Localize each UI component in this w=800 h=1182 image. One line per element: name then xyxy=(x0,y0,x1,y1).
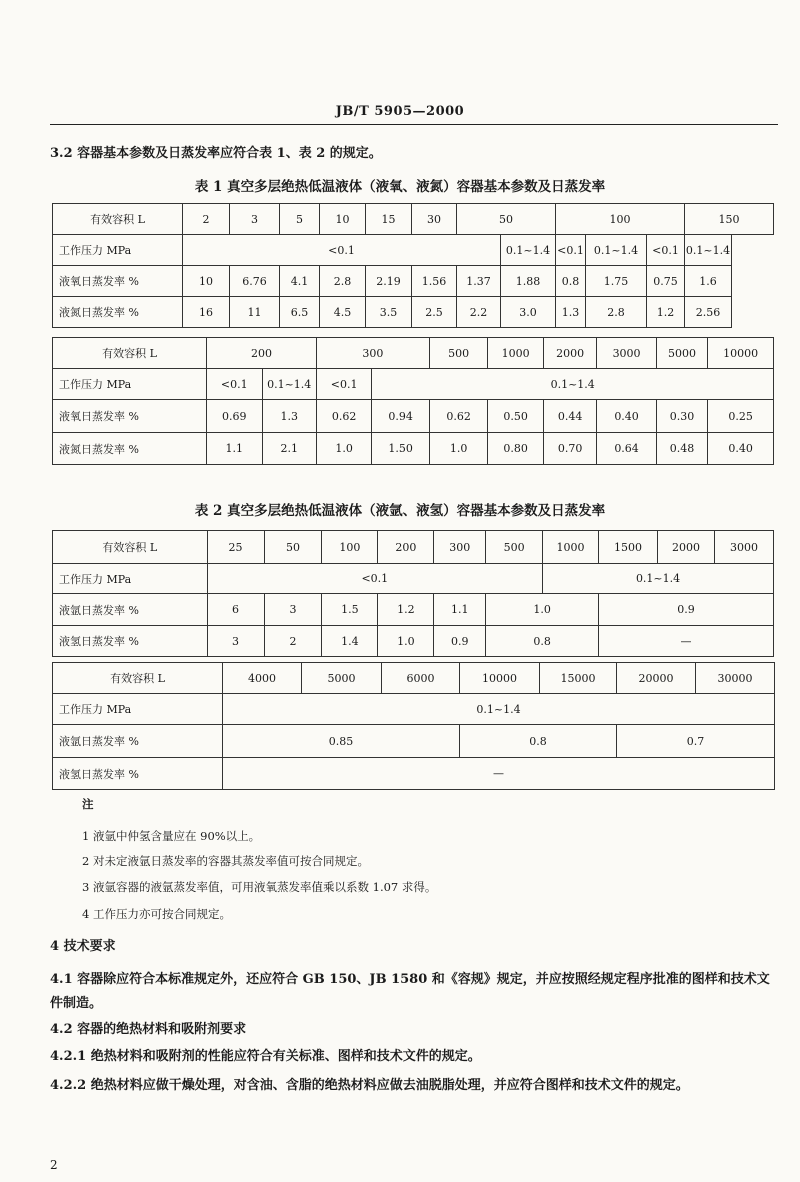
table-cell: — xyxy=(599,626,774,657)
table-cell: 200 xyxy=(378,531,434,564)
table-row xyxy=(53,433,774,465)
table-row xyxy=(53,204,774,235)
table-cell: 30 xyxy=(412,204,457,235)
header-rule xyxy=(50,124,778,125)
page-number: 2 xyxy=(50,1158,58,1172)
table-cell: 1000 xyxy=(488,338,543,369)
table-cell: <0.1 xyxy=(647,235,685,266)
table-cell: 0.75 xyxy=(647,266,685,297)
table-cell: 0.64 xyxy=(597,433,657,465)
capacity-label: 有效容积 L xyxy=(53,204,183,235)
table-cell: 1.88 xyxy=(501,266,556,297)
table-cell: 1.50 xyxy=(372,433,430,465)
table-cell: 2.8 xyxy=(320,266,366,297)
table-cell: 5000 xyxy=(302,663,382,694)
table-row xyxy=(53,400,774,433)
table-row xyxy=(53,594,774,626)
table-cell: <0.1 xyxy=(183,235,501,266)
table-row xyxy=(53,626,774,657)
lar-label: 液氩日蒸发率 % xyxy=(53,594,208,626)
table-cell: 0.1~1.4 xyxy=(586,235,647,266)
table-cell: 5 xyxy=(280,204,320,235)
table-cell: 0.62 xyxy=(429,400,488,433)
table-cell: 1.2 xyxy=(647,297,685,328)
lh2-label: 液氢日蒸发率 % xyxy=(53,626,208,657)
table-cell: 6.5 xyxy=(280,297,320,328)
table-row xyxy=(53,297,774,328)
table-cell: 1.56 xyxy=(412,266,457,297)
table-row xyxy=(53,758,775,790)
table1-part1 xyxy=(52,203,774,328)
capacity-label: 有效容积 L xyxy=(53,338,207,369)
note-item: 3 液氩容器的液氩蒸发率值，可用液氧蒸发率值乘以系数 1.07 求得。 xyxy=(82,880,437,894)
table-cell: 6000 xyxy=(382,663,460,694)
table-cell: 0.8 xyxy=(556,266,586,297)
table-cell: 10 xyxy=(183,266,230,297)
ln2-label: 液氮日蒸发率 % xyxy=(53,297,183,328)
table-cell: 0.1~1.4 xyxy=(501,235,556,266)
table-cell: 1.3 xyxy=(262,400,316,433)
table-cell: 1.0 xyxy=(486,594,599,626)
table-cell: 3 xyxy=(230,204,280,235)
table-cell: 0.85 xyxy=(223,725,460,758)
table-row xyxy=(53,235,774,266)
table-cell: 0.62 xyxy=(316,400,371,433)
table-cell: 2.19 xyxy=(366,266,412,297)
table-cell: 0.25 xyxy=(708,400,774,433)
pressure-label: 工作压力 MPa xyxy=(53,235,183,266)
table-cell: 4.5 xyxy=(320,297,366,328)
table-row xyxy=(53,564,774,594)
table-cell: 100 xyxy=(556,204,685,235)
table-cell: 150 xyxy=(685,204,774,235)
table-cell: 6.76 xyxy=(230,266,280,297)
table-row xyxy=(53,694,775,725)
table-cell: 1.2 xyxy=(378,594,434,626)
table-cell: 0.8 xyxy=(486,626,599,657)
section-4-1: 4.1 容器除应符合本标准规定外，还应符合 GB 150、JB 1580 和《容规》规定，并应按照经规定程序批准的图样和技术文件制造。 xyxy=(50,972,770,1011)
table-cell: <0.1 xyxy=(207,369,262,400)
table2-caption: 表 2 真空多层绝热低温液体（液氩、液氢）容器基本参数及日蒸发率 xyxy=(194,503,606,519)
table-cell: 1.6 xyxy=(685,266,732,297)
table-cell: 0.80 xyxy=(488,433,543,465)
pressure-label: 工作压力 MPa xyxy=(53,369,207,400)
table-cell: 1.4 xyxy=(322,626,378,657)
table-cell: 0.9 xyxy=(599,594,774,626)
table-cell: 0.30 xyxy=(656,400,707,433)
table-cell: 100 xyxy=(322,531,378,564)
note-item: 1 液氩中仲氢含量应在 90%以上。 xyxy=(82,829,261,843)
table-cell: <0.1 xyxy=(556,235,586,266)
table-cell: 2.1 xyxy=(262,433,316,465)
table-cell: 1000 xyxy=(543,531,599,564)
table2-part2 xyxy=(52,662,775,790)
table-row xyxy=(53,369,774,400)
table-cell: <0.1 xyxy=(316,369,371,400)
table-cell: 0.8 xyxy=(460,725,617,758)
table-cell: 1.0 xyxy=(378,626,434,657)
table-row xyxy=(53,725,775,758)
table-cell: 20000 xyxy=(617,663,696,694)
table-cell: 0.1~1.4 xyxy=(372,369,774,400)
capacity-label: 有效容积 L xyxy=(53,663,223,694)
table-cell: 1.0 xyxy=(316,433,371,465)
table-cell: 4000 xyxy=(223,663,302,694)
table-cell: 1.75 xyxy=(586,266,647,297)
section-4-2: 4.2 容器的绝热材料和吸附剂要求 xyxy=(50,1022,247,1037)
section-3-2: 3.2 容器基本参数及日蒸发率应符合表 1、表 2 的规定。 xyxy=(50,146,382,161)
table-cell: 10000 xyxy=(708,338,774,369)
table-cell: 0.1~1.4 xyxy=(543,564,774,594)
table-cell: 300 xyxy=(316,338,429,369)
table-cell: 3000 xyxy=(714,531,773,564)
table-cell: 2.2 xyxy=(457,297,501,328)
table-cell: 5000 xyxy=(656,338,707,369)
table-cell: 500 xyxy=(486,531,543,564)
table-cell: 1.5 xyxy=(322,594,378,626)
table-cell: 0.69 xyxy=(207,400,262,433)
table1-caption: 表 1 真空多层绝热低温液体（液氧、液氮）容器基本参数及日蒸发率 xyxy=(194,179,606,195)
table-row xyxy=(53,338,774,369)
table-cell: 15000 xyxy=(540,663,617,694)
table-cell: 3 xyxy=(207,626,264,657)
document-header: JB/T 5905—2000 xyxy=(335,104,465,119)
table-cell: 1.1 xyxy=(207,433,262,465)
table-cell: 2.5 xyxy=(412,297,457,328)
table-cell: 0.48 xyxy=(656,433,707,465)
capacity-label: 有效容积 L xyxy=(53,531,208,564)
lox-label: 液氧日蒸发率 % xyxy=(53,266,183,297)
table-cell: 3 xyxy=(264,594,322,626)
lh2-label: 液氢日蒸发率 % xyxy=(53,758,223,790)
table-cell: 0.40 xyxy=(708,433,774,465)
lar-label: 液氩日蒸发率 % xyxy=(53,725,223,758)
table-cell: 16 xyxy=(183,297,230,328)
table-cell: 50 xyxy=(457,204,556,235)
section-4-2-1: 4.2.1 绝热材料和吸附剂的性能应符合有关标准、图样和技术文件的规定。 xyxy=(50,1049,481,1064)
table-cell: 11 xyxy=(230,297,280,328)
table-cell: 2.8 xyxy=(586,297,647,328)
table2-part1 xyxy=(52,530,774,657)
table-cell: 30000 xyxy=(696,663,775,694)
ln2-label: 液氮日蒸发率 % xyxy=(53,433,207,465)
table-cell: 4.1 xyxy=(280,266,320,297)
table-cell: <0.1 xyxy=(207,564,543,594)
section-4-title: 4 技术要求 xyxy=(50,939,116,954)
table-cell: 0.7 xyxy=(617,725,775,758)
table-cell: 2 xyxy=(264,626,322,657)
table-cell: — xyxy=(223,758,775,790)
table-cell: 0.40 xyxy=(597,400,657,433)
table-cell: 0.1~1.4 xyxy=(262,369,316,400)
table-row xyxy=(53,663,775,694)
lox-label: 液氧日蒸发率 % xyxy=(53,400,207,433)
table-cell: 15 xyxy=(366,204,412,235)
table-row xyxy=(53,531,774,564)
table-cell: 1.37 xyxy=(457,266,501,297)
table-cell: 0.44 xyxy=(543,400,596,433)
table-cell: 1.1 xyxy=(434,594,486,626)
note-item: 4 工作压力亦可按合同规定。 xyxy=(82,907,231,921)
table-cell: 2.56 xyxy=(685,297,732,328)
table-cell: 10000 xyxy=(460,663,540,694)
table-cell: 25 xyxy=(207,531,264,564)
table-cell: 200 xyxy=(207,338,317,369)
table-cell: 300 xyxy=(434,531,486,564)
table-cell: 0.1~1.4 xyxy=(223,694,775,725)
table-cell: 3.5 xyxy=(366,297,412,328)
table-cell: 1.0 xyxy=(429,433,488,465)
table-cell: 3000 xyxy=(597,338,657,369)
table-cell: 0.9 xyxy=(434,626,486,657)
table-cell: 0.50 xyxy=(488,400,543,433)
table-cell: 1500 xyxy=(599,531,658,564)
note-item: 2 对未定液氩日蒸发率的容器其蒸发率值可按合同规定。 xyxy=(82,854,369,868)
table-row xyxy=(53,266,774,297)
table-cell: 2 xyxy=(183,204,230,235)
table-cell: 2000 xyxy=(543,338,596,369)
table-cell: 0.94 xyxy=(372,400,430,433)
table-cell: 0.1~1.4 xyxy=(685,235,732,266)
table-cell: 2000 xyxy=(657,531,714,564)
table-cell: 10 xyxy=(320,204,366,235)
table-cell: 6 xyxy=(207,594,264,626)
table-cell: 50 xyxy=(264,531,322,564)
pressure-label: 工作压力 MPa xyxy=(53,564,208,594)
table-cell: 0.70 xyxy=(543,433,596,465)
table1-part2 xyxy=(52,337,774,465)
notes-title: 注 xyxy=(82,797,94,811)
table-cell: 500 xyxy=(429,338,488,369)
section-4-2-2: 4.2.2 绝热材料应做干燥处理，对含油、含脂的绝热材料应做去油脱脂处理，并应符合图样和技术文件的规定。 xyxy=(50,1078,689,1093)
table-cell: 3.0 xyxy=(501,297,556,328)
table-cell: 1.3 xyxy=(556,297,586,328)
pressure-label: 工作压力 MPa xyxy=(53,694,223,725)
